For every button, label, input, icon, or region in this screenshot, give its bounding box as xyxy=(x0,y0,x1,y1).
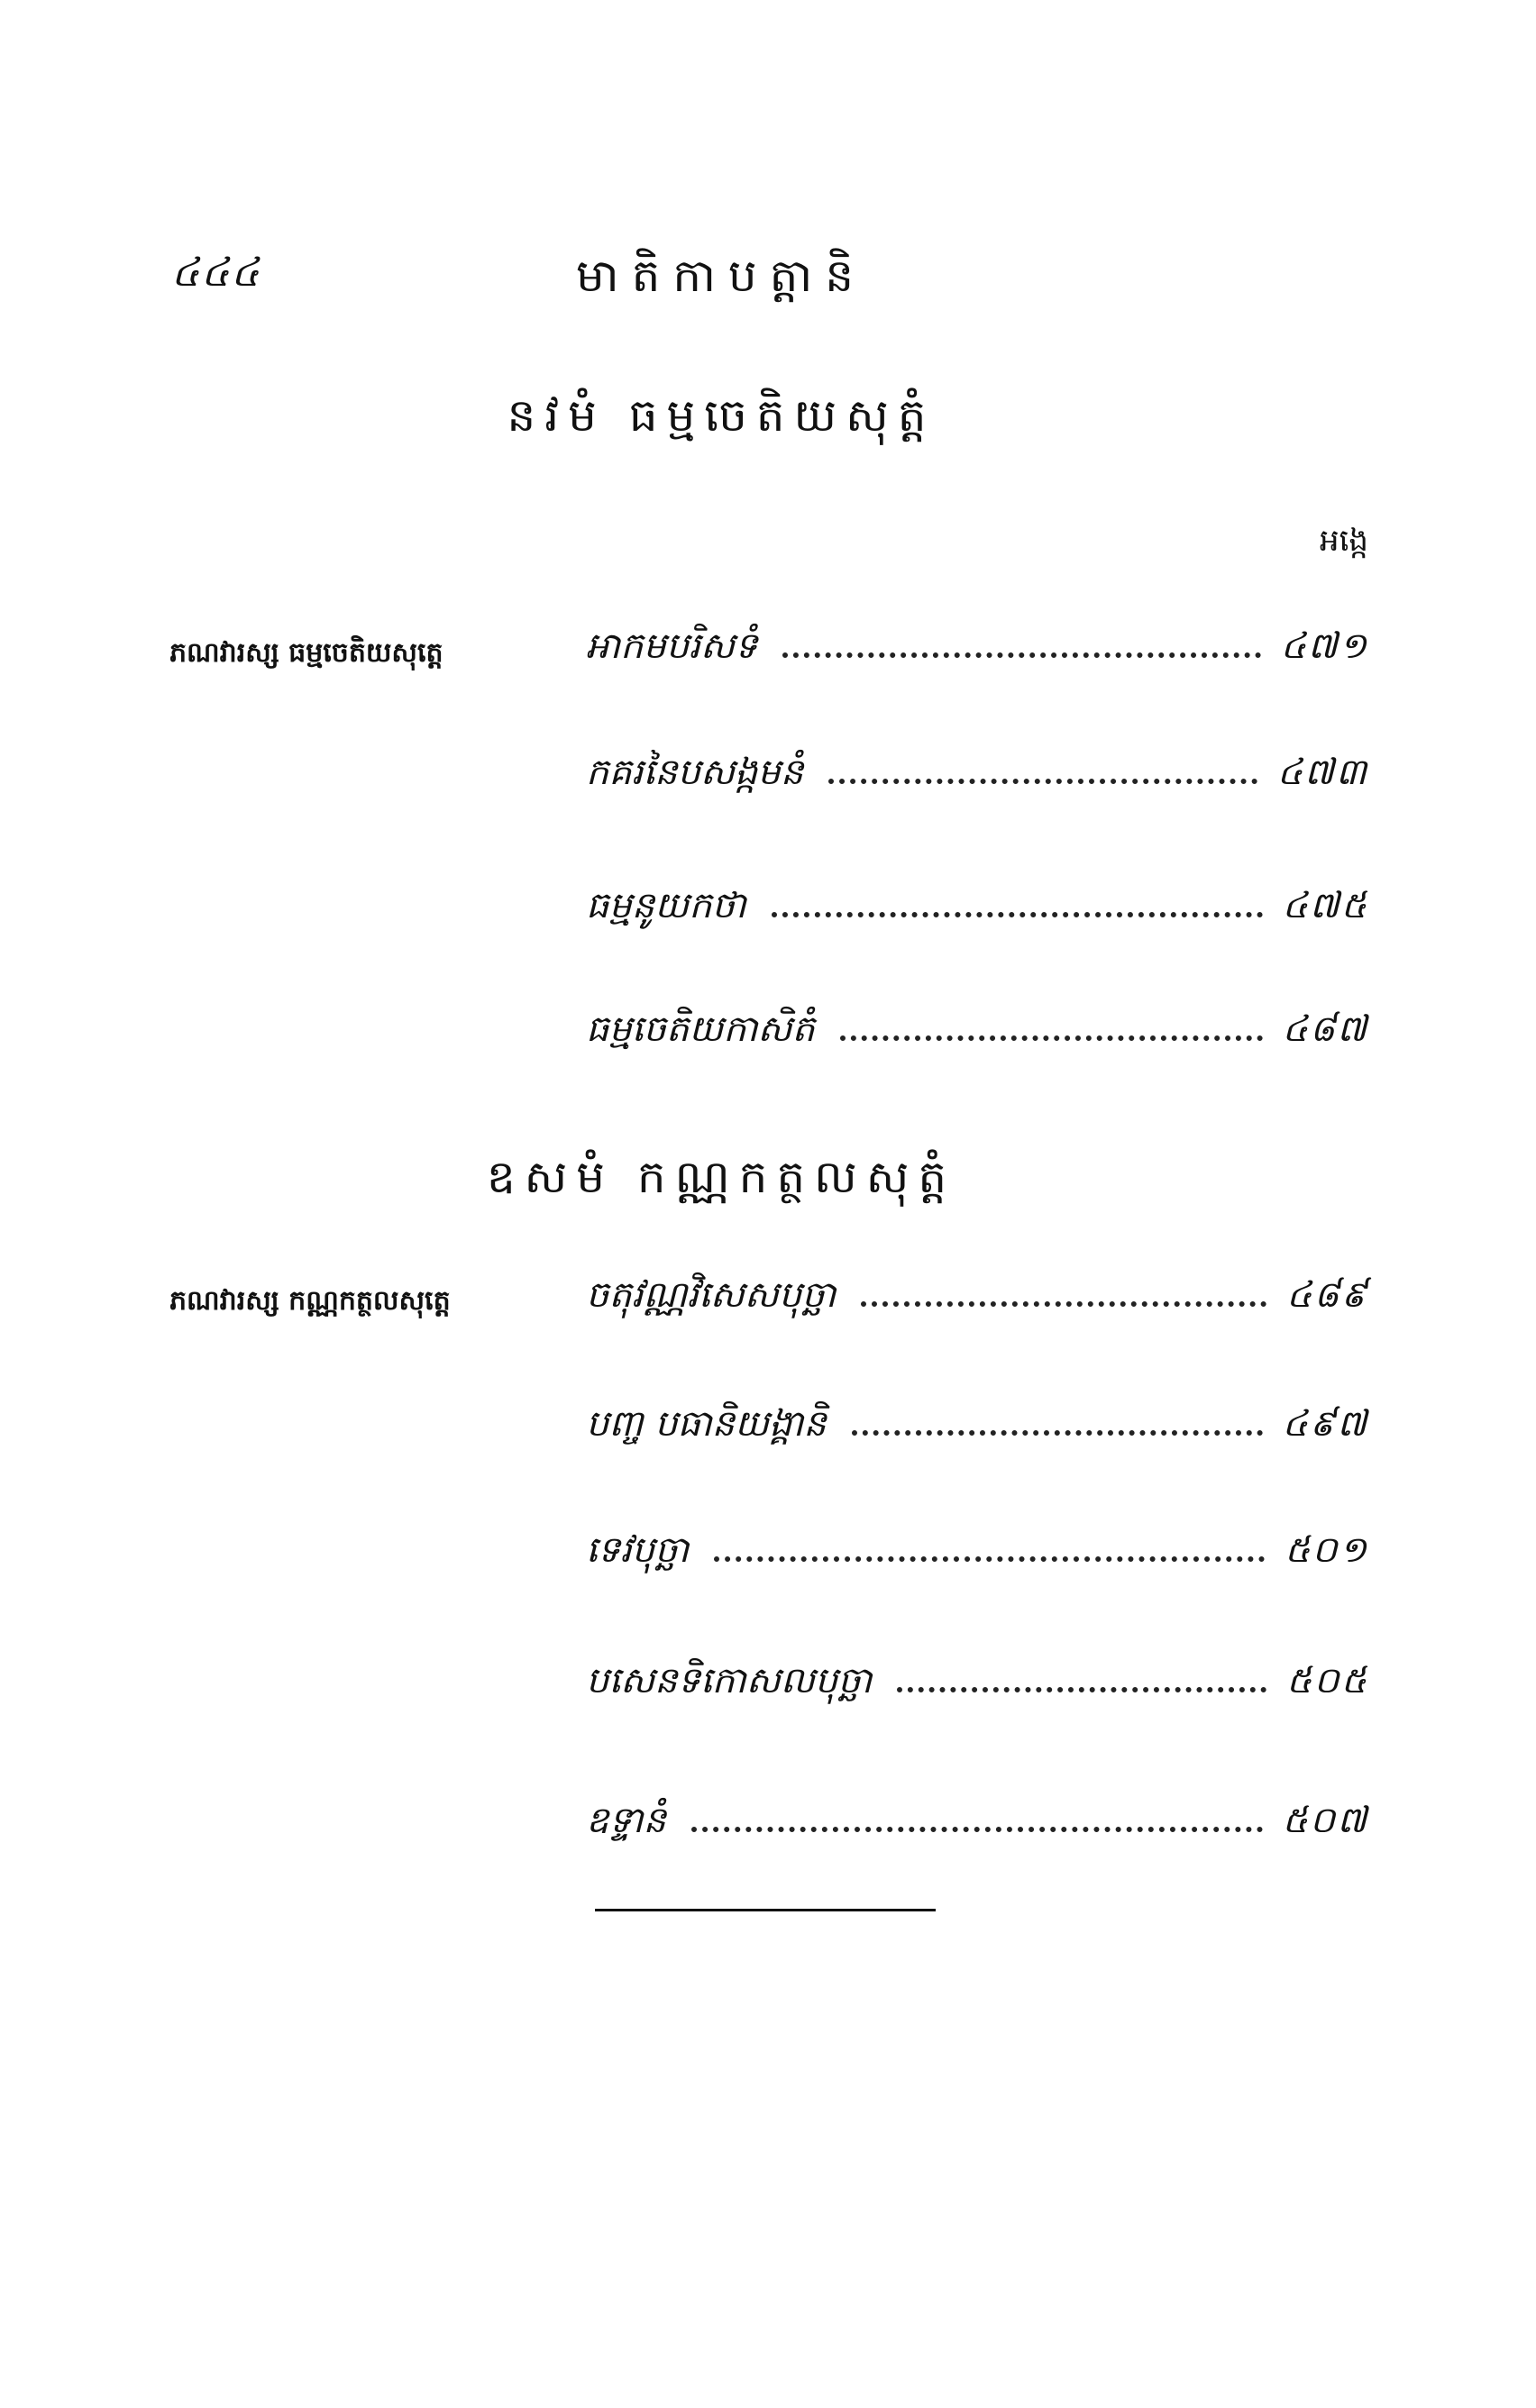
dot-leader xyxy=(772,912,1263,917)
dot-leader xyxy=(840,1035,1263,1041)
toc-entry-title: បញ្ច បធានិយង្គានិ xyxy=(586,1402,827,1445)
toc-entry-title: ចតុវណ្ណវិសេសបុច្ឆា xyxy=(586,1273,837,1316)
toc-entry-page: ៤៩៧ xyxy=(1282,1402,1368,1445)
toc-entry xyxy=(586,1005,1368,1059)
toc-entry-page: ៥០៥ xyxy=(1286,1659,1368,1701)
toc-entry-page: ៤៨៧ xyxy=(1282,1008,1368,1050)
toc-entry-page: ៤៧៣ xyxy=(1276,751,1368,793)
toc-entry xyxy=(586,1271,1368,1325)
toc-entry xyxy=(586,1796,1368,1850)
dot-leader xyxy=(828,779,1257,784)
sutta-label: ភណវារស្ស ធម្មចេតិយសុត្តេ xyxy=(169,637,443,669)
toc-entry-title: អាកមបរិសទំ xyxy=(586,625,758,667)
section-heading: នវមំ ធម្មចេតិយសុត្តំ xyxy=(507,389,936,442)
toc-entry-title: បសេនទិកោសលបុច្ឆា xyxy=(586,1659,873,1701)
toc-entry xyxy=(586,1526,1368,1580)
dot-leader xyxy=(852,1430,1263,1436)
toc-entry-page: ៤៧១ xyxy=(1280,625,1368,667)
dot-leader xyxy=(782,652,1260,658)
toc-entry-page: ៤៨៩ xyxy=(1286,1273,1368,1316)
dot-leader xyxy=(861,1301,1266,1307)
page-column-label: អង្កេ xyxy=(1320,523,1368,559)
toc-entry xyxy=(586,622,1368,676)
toc-entry xyxy=(586,1656,1368,1710)
toc-entry-page: ៥០៧ xyxy=(1282,1799,1368,1841)
toc-entry-title: ទេវបុច្ឆា xyxy=(586,1528,690,1571)
sutta-label: ភណវារស្ស កណ្ណកត្ថលសុត្តេ xyxy=(169,1285,451,1317)
toc-entry-page: ៥០១ xyxy=(1285,1528,1368,1571)
dot-leader xyxy=(691,1827,1263,1832)
closing-rule xyxy=(595,1909,936,1911)
toc-entry-page: ៤៧៥ xyxy=(1282,884,1368,926)
toc-entry-title: ឧទ្ទានំ xyxy=(586,1799,666,1841)
dot-leader xyxy=(714,1556,1265,1562)
toc-entry-title: ធម្មចេតិយកាសិតំ xyxy=(586,1008,815,1050)
toc-entry-title: កគរនៃបសង្កមនំ xyxy=(586,751,804,793)
running-title: មាតិកាបត្តានិ xyxy=(575,250,867,302)
toc-entry-title: ធម្មនូយកថា xyxy=(586,884,746,926)
page-number: ៤៤៤ xyxy=(171,250,261,296)
toc-entry xyxy=(586,748,1368,802)
toc-entry xyxy=(586,881,1368,935)
section-heading: ឧសមំ កណ្ណកត្ថលសុត្តំ xyxy=(486,1151,956,1203)
toc-entry xyxy=(586,1400,1368,1454)
dot-leader xyxy=(897,1687,1266,1692)
